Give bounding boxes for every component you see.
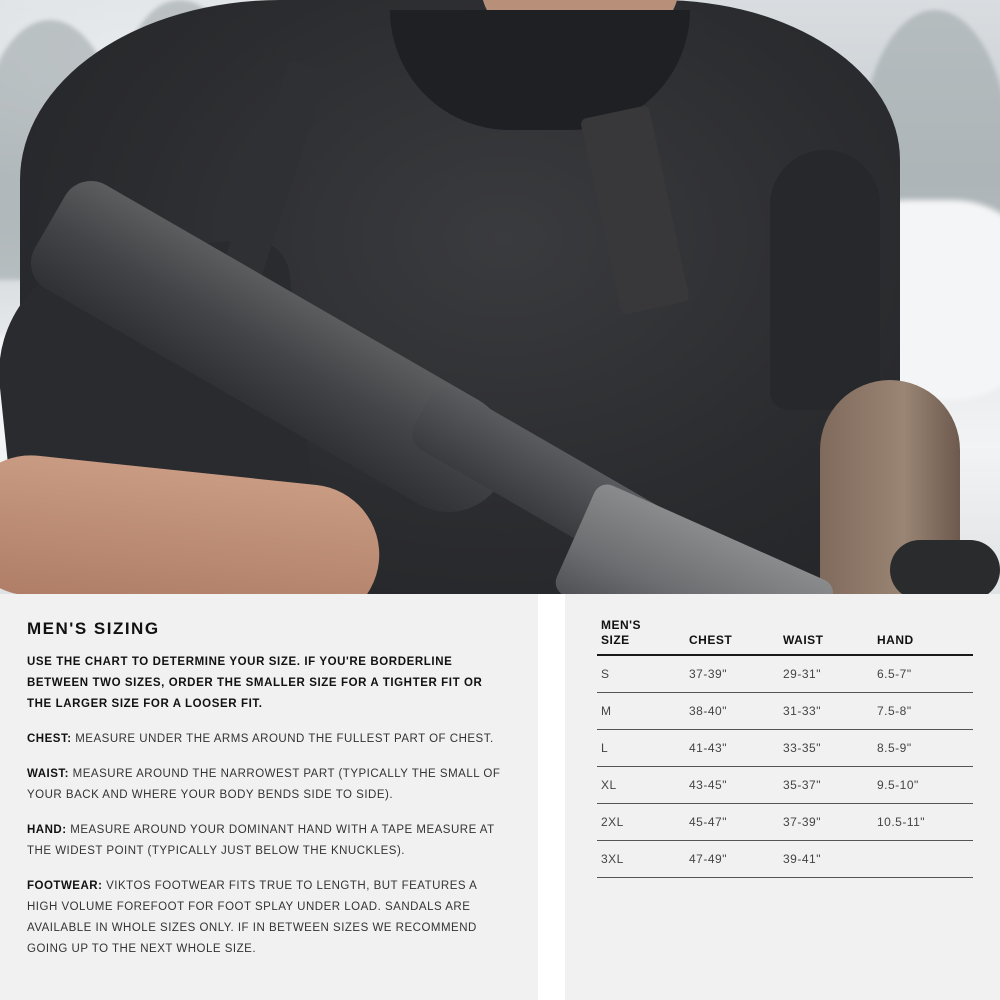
cell-waist: 29-31" <box>779 655 873 693</box>
cell-size: S <box>597 655 685 693</box>
cell-chest: 47-49" <box>685 841 779 878</box>
cell-chest: 37-39" <box>685 655 779 693</box>
cell-size: 3XL <box>597 841 685 878</box>
header-hand: HAND <box>873 618 973 655</box>
cell-hand: 8.5-9" <box>873 730 973 767</box>
waist-label: WAIST: <box>27 768 69 780</box>
cell-size: 2XL <box>597 804 685 841</box>
cell-size: XL <box>597 767 685 804</box>
chest-definition <box>27 729 507 750</box>
cell-hand: 6.5-7" <box>873 655 973 693</box>
hand-definition <box>27 820 507 862</box>
cell-waist: 39-41" <box>779 841 873 878</box>
waist-definition <box>27 764 507 806</box>
rifle-optic <box>890 540 1000 594</box>
header-size-line2: SIZE <box>601 633 630 647</box>
footwear-text: VIKTOS FOOTWEAR FITS TRUE TO LENGTH, BUT FEATURES A HIGH VOLUME FOREFOOT FOR FOOT SPLAY UNDER LOAD. SANDALS ARE AVAILABLE IN WHOLE SIZES ONLY. IF IN BETWEEN SIZES WE RECOMMEND GOING UP TO THE NEXT WHOLE SIZE. <box>27 880 477 955</box>
table-row <box>597 767 973 804</box>
cell-waist: 33-35" <box>779 730 873 767</box>
waist-text: MEASURE AROUND THE NARROWEST PART (TYPICALLY THE SMALL OF YOUR BACK AND WHERE YOUR BODY BENDS SIDE TO SIDE). <box>27 768 501 801</box>
table-row <box>597 841 973 878</box>
cell-chest: 41-43" <box>685 730 779 767</box>
cell-size: L <box>597 730 685 767</box>
hand-text: MEASURE AROUND YOUR DOMINANT HAND WITH A TAPE MEASURE AT THE WIDEST POINT (TYPICALLY JUST BELOW THE KNUCKLES). <box>27 824 495 857</box>
cell-hand: 9.5-10" <box>873 767 973 804</box>
hand-label: HAND: <box>27 824 67 836</box>
table-row <box>597 655 973 693</box>
cell-chest: 38-40" <box>685 693 779 730</box>
right-sleeve <box>770 150 880 410</box>
cell-waist: 31-33" <box>779 693 873 730</box>
cell-waist: 37-39" <box>779 804 873 841</box>
cell-waist: 35-37" <box>779 767 873 804</box>
header-waist: WAIST <box>779 618 873 655</box>
table-row <box>597 693 973 730</box>
header-size <box>597 618 685 655</box>
cell-hand: 10.5-11" <box>873 804 973 841</box>
size-chart-table <box>597 618 973 878</box>
sizing-intro: USE THE CHART TO DETERMINE YOUR SIZE. IF YOU'RE BORDERLINE BETWEEN TWO SIZES, ORDER THE SMALLER SIZE FOR A TIGHTER FIT OR THE LARGER SIZE FOR A LOOSER FIT. <box>27 656 483 710</box>
cell-hand <box>873 841 973 878</box>
table-row <box>597 730 973 767</box>
cell-chest: 43-45" <box>685 767 779 804</box>
chest-label: CHEST: <box>27 733 72 745</box>
cell-chest: 45-47" <box>685 804 779 841</box>
footwear-definition <box>27 876 507 960</box>
chest-text: MEASURE UNDER THE ARMS AROUND THE FULLEST PART OF CHEST. <box>71 733 494 745</box>
table-header-row <box>597 618 973 655</box>
header-size-line1: MEN'S <box>601 618 642 632</box>
table-row <box>597 804 973 841</box>
cell-size: M <box>597 693 685 730</box>
cell-hand: 7.5-8" <box>873 693 973 730</box>
footwear-label: FOOTWEAR: <box>27 880 103 892</box>
header-chest: CHEST <box>685 618 779 655</box>
sizing-title: MEN'S SIZING <box>27 619 160 638</box>
